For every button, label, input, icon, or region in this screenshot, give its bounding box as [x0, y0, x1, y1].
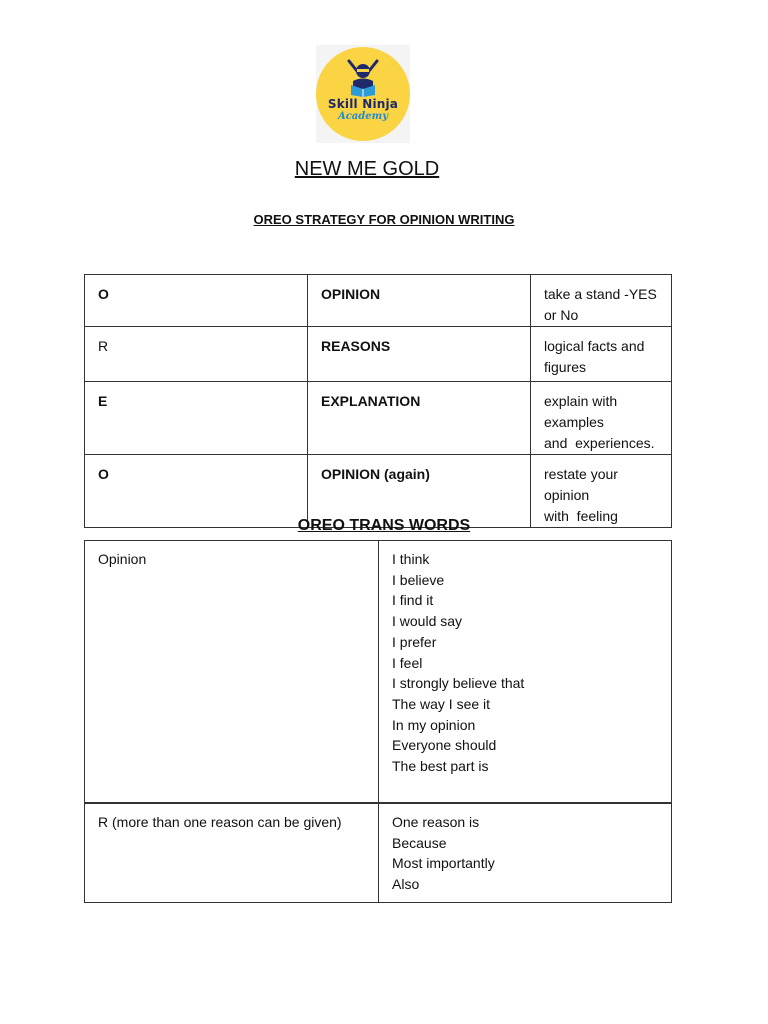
logo-subtext: Academy — [337, 111, 389, 122]
row-letter: O — [85, 455, 308, 528]
description-line: explain with examples — [544, 393, 618, 430]
description-line: and experiences. — [544, 435, 655, 451]
logo-text: Skill Ninja — [327, 97, 399, 111]
description-line: with feeling — [544, 508, 618, 524]
ninja-reading-icon — [345, 59, 381, 97]
list-item: Everyone should — [392, 737, 497, 754]
row-description — [531, 327, 672, 382]
row-term: OPINION (again) — [308, 455, 531, 528]
row-label: R (more than one reason can be given) — [85, 803, 379, 903]
trans-words-table — [84, 540, 672, 903]
list-item: I think — [392, 551, 430, 567]
description-line: restate your opinion — [544, 466, 618, 503]
page-title: NEW ME GOLD — [294, 158, 440, 180]
list-item: The way I see it — [392, 695, 491, 712]
page-subtitle: OREO STRATEGY FOR OPINION WRITING — [253, 212, 515, 227]
row-letter: R — [85, 327, 308, 382]
word-list — [379, 803, 672, 903]
row-letter: E — [85, 382, 308, 455]
list-item: Also — [392, 876, 420, 893]
list-item: Most importantly — [392, 855, 495, 872]
list-item: I believe — [392, 571, 445, 588]
list-item: One reason is — [392, 814, 480, 830]
table-row — [85, 327, 672, 382]
row-letter: O — [85, 275, 308, 327]
list-item: I find it — [392, 592, 434, 609]
row-term: OPINION — [308, 275, 531, 327]
list-item: I strongly believe that — [392, 675, 525, 692]
logo — [316, 45, 410, 143]
list-item: Because — [392, 834, 447, 851]
row-term: EXPLANATION — [308, 382, 531, 455]
list-item: I prefer — [392, 633, 437, 650]
oreo-strategy-table — [84, 274, 672, 528]
row-label: Opinion — [85, 541, 379, 804]
table-row — [85, 541, 672, 804]
table-row — [85, 382, 672, 455]
table-row — [85, 275, 672, 327]
list-item: In my opinion — [392, 716, 476, 733]
table-row — [85, 803, 672, 903]
row-description — [531, 382, 672, 455]
list-item: I would say — [392, 613, 463, 630]
description-line: take a stand -YES or No — [544, 286, 657, 323]
logo-badge — [316, 47, 410, 141]
row-description — [531, 275, 672, 327]
trans-words-heading: OREO TRANS WORDS — [297, 517, 471, 534]
word-list — [379, 541, 672, 804]
description-line: logical facts and figures — [544, 338, 645, 375]
row-term: REASONS — [308, 327, 531, 382]
list-item: I feel — [392, 654, 423, 671]
list-item: The best part is — [392, 758, 489, 775]
